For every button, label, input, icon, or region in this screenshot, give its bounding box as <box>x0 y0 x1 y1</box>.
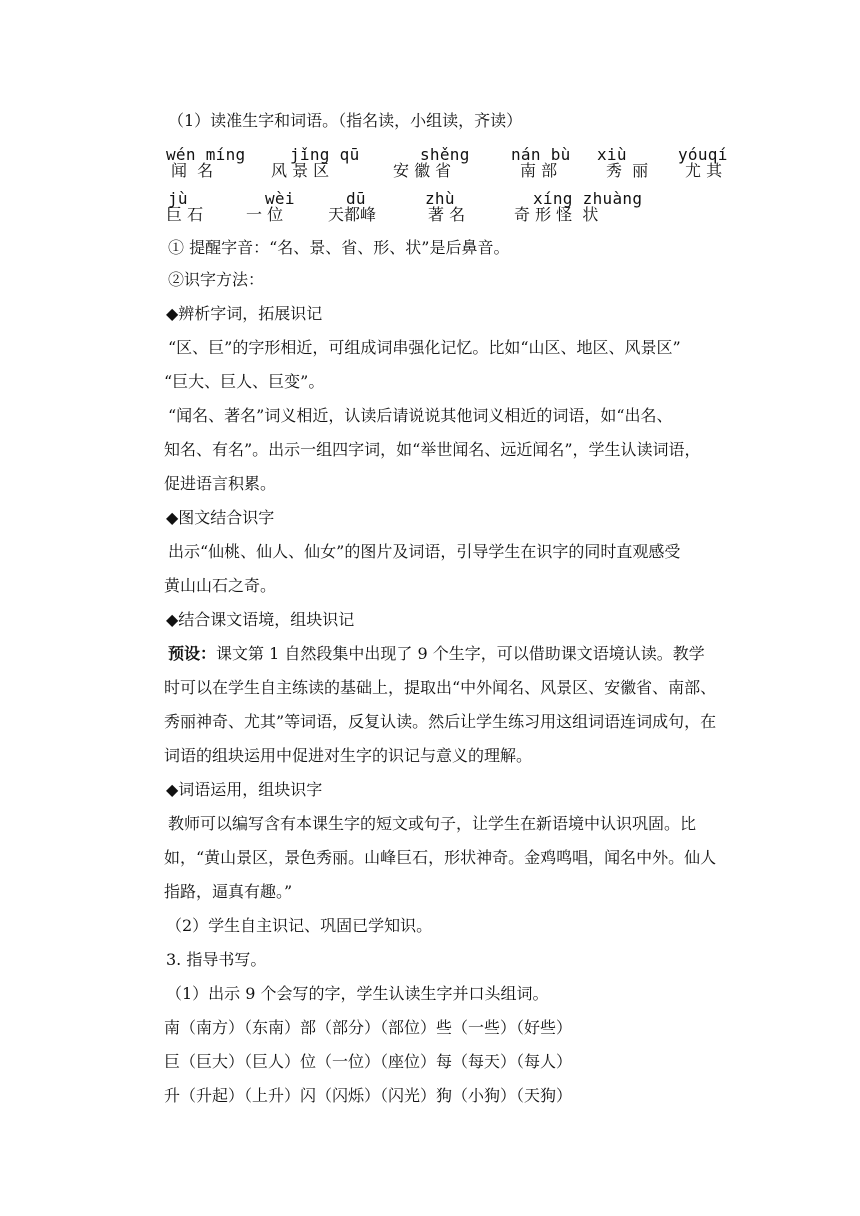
word-tiandufeng: 天都峰 <box>328 205 377 224</box>
paragraph-line: 知名、有名”。出示一组四字词，如“举世闻名、远近闻名”，学生认读词语， <box>164 440 701 459</box>
step2-heading: （2）学生自主识记、巩固已学知识。 <box>166 916 433 935</box>
word-anhuisheng: 安 徽 省 <box>393 161 452 180</box>
paragraph-line: “区、巨”的字形相近，可组成词串强化记忆。比如“山区、地区、风景区” <box>168 338 681 357</box>
step3-sub: （1）出示 9 个会写的字，学生认读生字并口头组词。 <box>166 984 549 1003</box>
word-nanbu: 南 部 <box>520 161 558 180</box>
pinyin-zhu: zhù <box>425 189 455 208</box>
section-heading-4: ◆词语运用，组块识字 <box>166 780 323 799</box>
paragraph-line: 词语的组块运用中促进对生字的识记与意义的理解。 <box>164 746 533 765</box>
pronunciation-tip: ① 提醒字音：“名、景、省、形、状”是后鼻音。 <box>168 238 510 257</box>
word-yiwei: 一 位 <box>246 205 284 224</box>
pinyin-youqi: yóuqí <box>678 145 728 164</box>
paragraph-line <box>168 644 705 664</box>
word-list-line: 巨（巨大）（巨人）位（一位）（座位）每（每天）（每人） <box>164 1052 573 1071</box>
paragraph-line: 出示“仙桃、仙人、仙女”的图片及词语，引导学生在识字的同时直观感受 <box>168 542 681 561</box>
pinyin-xiu: xiù <box>597 145 627 164</box>
word-youqi: 尤 其 <box>685 161 723 180</box>
paragraph-line: “巨大、巨人、巨变”。 <box>164 372 325 391</box>
paragraph-line: 如，“黄山景区，景色秀丽。山峰巨石，形状神奇。金鸡鸣唱，闻名中外。仙人 <box>164 848 717 867</box>
pinyin-wei: wèi <box>265 189 295 208</box>
pinyin-jingqu: jǐng qū <box>290 145 360 164</box>
word-list-line: 南（南方）（东南）部（部分）（部位）些（一些）（好些） <box>164 1018 573 1037</box>
pinyin-wenming: wén míng <box>166 145 246 164</box>
word-wenming: 闻 名 <box>171 161 214 180</box>
preset-text: 课文第 1 自然段集中出现了 9 个生字，可以借助课文语境认读。教学 <box>216 644 705 663</box>
word-qixingguaizhuang: 奇 形 怪 状 <box>514 205 599 224</box>
word-fengjingqu: 风 景 区 <box>271 161 330 180</box>
pinyin-ju: jù <box>168 189 188 208</box>
paragraph-line: 教师可以编写含有本课生字的短文或句子，让学生在新语境中认识巩固。比 <box>168 814 697 833</box>
word-zhuming: 著 名 <box>428 205 466 224</box>
section-heading-2: ◆图文结合识字 <box>166 508 275 527</box>
step1-heading: （1）读准生字和词语。（指名读，小组读，齐读） <box>168 111 523 130</box>
paragraph-line: “闻名、著名”词义相近，认读后请说说其他词义相近的词语，如“出名、 <box>168 406 673 425</box>
section-heading-3: ◆结合课文语境，组块识记 <box>166 610 355 629</box>
pinyin-sheng: shěng <box>420 145 470 164</box>
pinyin-xingzhuang: xíng zhuàng <box>533 189 643 208</box>
pinyin-nanbu: nán bù <box>511 145 571 164</box>
paragraph-line: 指路，逼真有趣。” <box>164 882 293 901</box>
pinyin-du: dū <box>346 189 366 208</box>
paragraph-line: 黄山山石之奇。 <box>164 576 277 595</box>
section-heading-1: ◆辨析字词，拓展识记 <box>166 304 323 323</box>
word-xiuli: 秀 丽 <box>606 161 649 180</box>
step3-heading: 3. 指导书写。 <box>166 950 267 969</box>
paragraph-line: 促进语言积累。 <box>164 474 277 493</box>
paragraph-line: 时可以在学生自主练读的基础上，提取出“中外闻名、风景区、安徽省、南部、 <box>164 678 717 697</box>
preset-label: 预设： <box>168 644 217 663</box>
word-jushi: 巨 石 <box>166 205 204 224</box>
paragraph-line: 秀丽神奇、尤其”等词语，反复认读。然后让学生练习用这组词语连词成句，在 <box>164 712 717 731</box>
method-heading: ②识字方法： <box>168 270 265 289</box>
word-list-line: 升（升起）（上升）闪（闪烁）（闪光）狗（小狗）（天狗） <box>164 1086 573 1105</box>
